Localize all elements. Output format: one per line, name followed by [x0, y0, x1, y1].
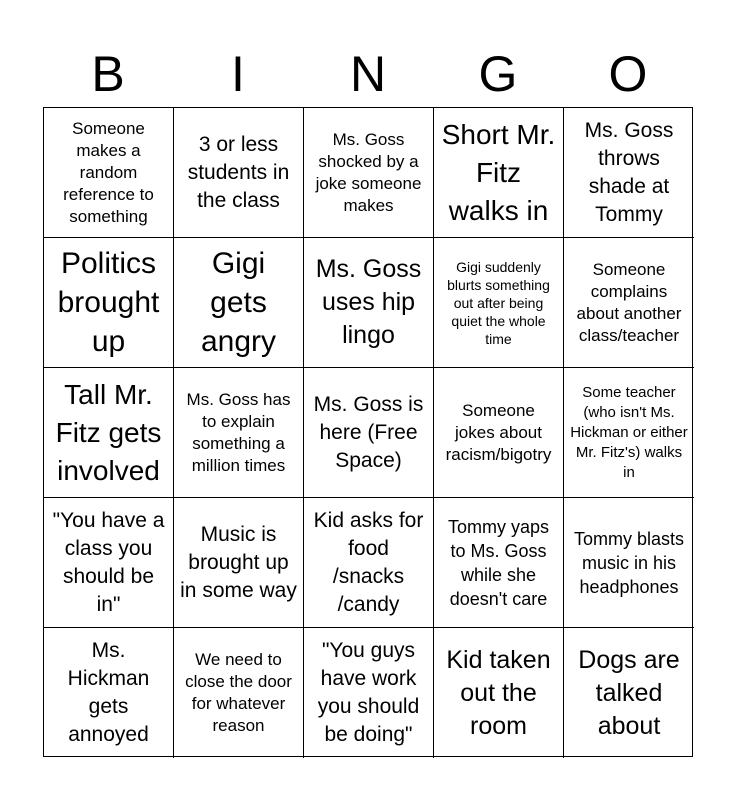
- cell-text: Dogs are talked about: [578, 645, 680, 740]
- bingo-cell[interactable]: [304, 238, 434, 368]
- cell-text: Tommy blasts music in his headphones: [573, 528, 685, 597]
- cell-text: Some teacher (who isn't Ms. Hickman or either Mr. Fitz's) walks in: [570, 383, 688, 481]
- bingo-cell[interactable]: [304, 108, 434, 238]
- header-letter-n: N: [349, 46, 387, 102]
- bingo-cell[interactable]: [174, 238, 304, 368]
- cell-text: Kid asks for food /snacks /candy: [313, 508, 424, 616]
- bingo-cell[interactable]: [434, 628, 564, 758]
- cell-text: Politics brought up: [57, 247, 160, 358]
- cell-text: Someone complains about another class/teacher: [576, 259, 682, 345]
- cell-text: Tall Mr. Fitz gets involved: [55, 378, 162, 486]
- cell-text: Ms. Goss has to explain something a million times: [186, 389, 291, 475]
- bingo-cell[interactable]: [434, 108, 564, 238]
- cell-text: Tommy yaps to Ms. Goss while she doesn't care: [447, 516, 550, 609]
- cell-text: Ms. Goss is here (Free Space): [313, 392, 424, 472]
- bingo-cell[interactable]: [304, 628, 434, 758]
- bingo-cell[interactable]: [434, 368, 564, 498]
- cell-text: Gigi gets angry: [200, 247, 277, 358]
- bingo-cell[interactable]: [174, 108, 304, 238]
- cell-text: Ms. Hickman gets annoyed: [67, 639, 150, 746]
- bingo-cell[interactable]: [564, 108, 694, 238]
- cell-text: 3 or less students in the class: [187, 132, 290, 212]
- header-letter-g: G: [478, 46, 518, 102]
- cell-text: Short Mr. Fitz walks in: [441, 118, 556, 226]
- cell-text: "You have a class you should be in": [52, 508, 165, 616]
- header-letter-i: I: [231, 46, 245, 102]
- bingo-cell[interactable]: [44, 628, 174, 758]
- bingo-cell[interactable]: [174, 368, 304, 498]
- bingo-header: [43, 40, 693, 108]
- cell-text: Someone jokes about racism/bigotry: [445, 400, 552, 464]
- cell-text: Ms. Goss throws shade at Tommy: [584, 118, 674, 226]
- bingo-cell[interactable]: [44, 498, 174, 628]
- cell-text: Kid taken out the room: [446, 645, 551, 740]
- cell-text: We need to close the door for whatever reason: [185, 650, 292, 735]
- bingo-cell[interactable]: [44, 108, 174, 238]
- bingo-cell[interactable]: [44, 368, 174, 498]
- bingo-cell[interactable]: [434, 238, 564, 368]
- bingo-cell[interactable]: [304, 498, 434, 628]
- header-letter-o: O: [608, 46, 648, 102]
- cell-text: Music is brought up in some way: [180, 522, 297, 602]
- bingo-cell[interactable]: [44, 238, 174, 368]
- cell-text: Gigi suddenly blurts something out after being quiet the whole time: [447, 258, 550, 347]
- bingo-cell[interactable]: [564, 628, 694, 758]
- cell-text: Ms. Goss uses hip lingo: [315, 255, 422, 349]
- bingo-cell[interactable]: [174, 628, 304, 758]
- bingo-grid: [43, 107, 693, 757]
- header-letter-b: B: [91, 46, 125, 102]
- cell-text: Someone makes a random reference to something: [63, 118, 154, 226]
- bingo-cell[interactable]: [174, 498, 304, 628]
- free-space-cell[interactable]: [304, 368, 434, 498]
- cell-text: "You guys have work you should be doing": [317, 639, 420, 746]
- bingo-cell[interactable]: [434, 498, 564, 628]
- cell-text: Ms. Goss shocked by a joke someone makes: [315, 129, 422, 215]
- bingo-cell[interactable]: [564, 368, 694, 498]
- bingo-cell[interactable]: [564, 498, 694, 628]
- bingo-cell[interactable]: [564, 238, 694, 368]
